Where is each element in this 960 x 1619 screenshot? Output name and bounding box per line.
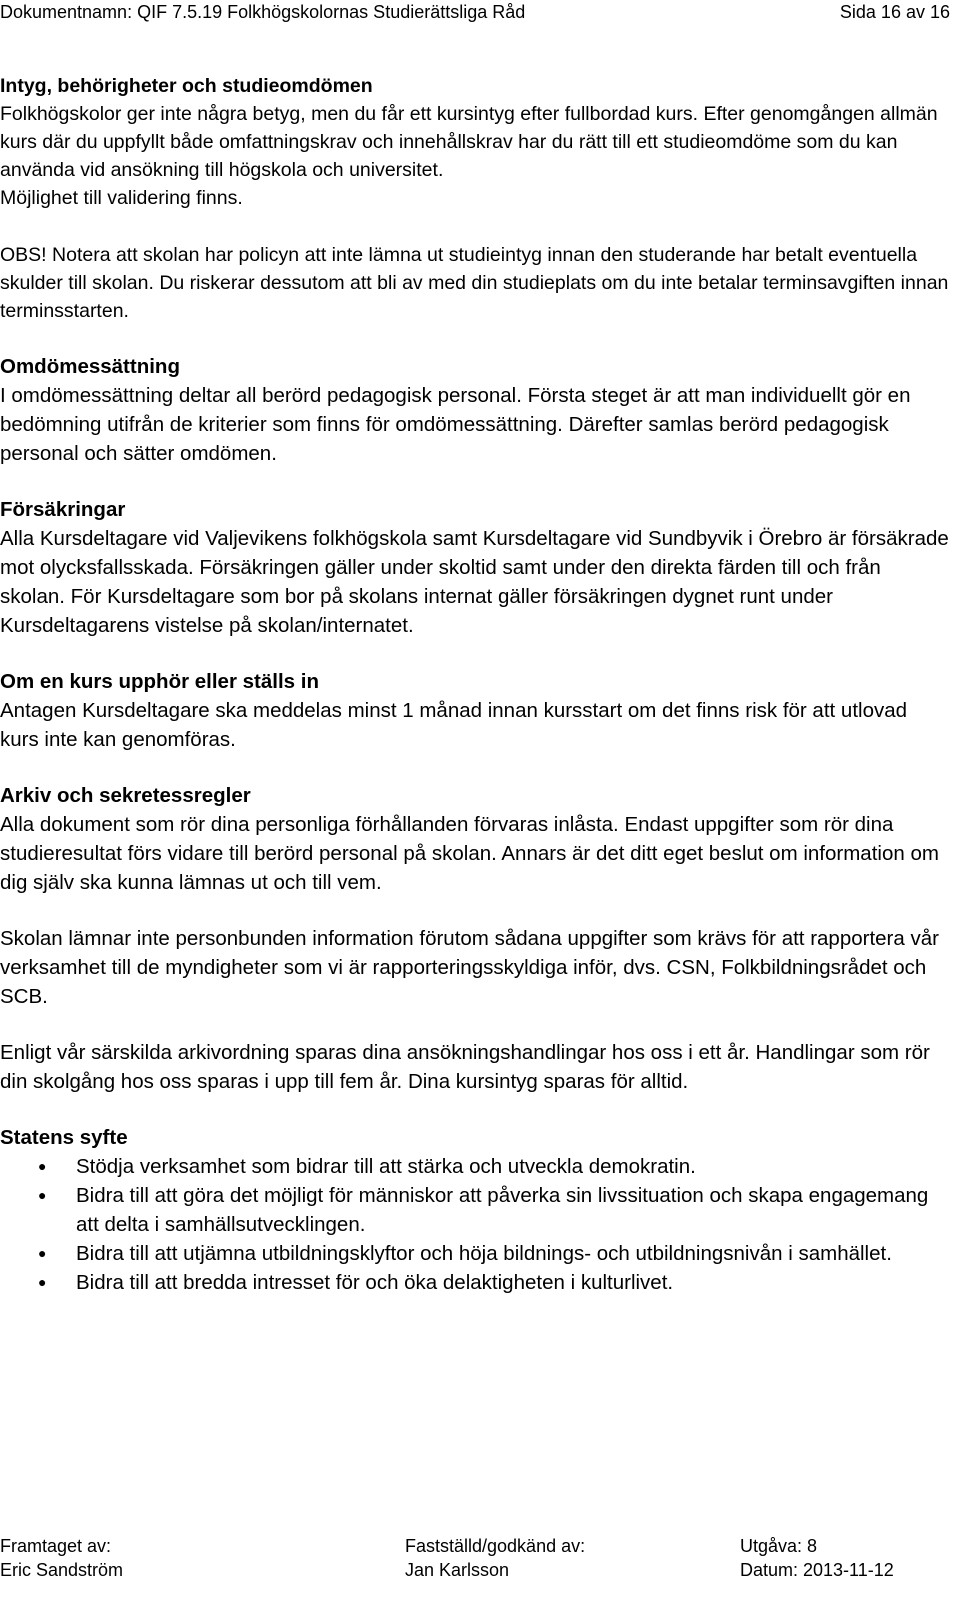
arkiv-paragraph-3: Enligt vår särskilda arkivordning sparas dina ansökningshandlingar hos oss i ett år. Handlingar som rör din skolgång hos oss sparas i upp till fem år. Dina kursintyg sparas för alltid. (0, 1041, 930, 1093)
prepared-name: Eric Sandström (0, 1560, 124, 1580)
arkiv-paragraph-1: Alla dokument som rör dina personliga förhållanden förvaras inlåsta. Endast uppgifter som rör dina studieresultat förs vidare till berörd personal på skolan. Annars är det ditt eget beslut om information om dig själv ska kunna lämnas ut och till vem. (0, 813, 939, 894)
upphor-paragraph: Antagen Kursdeltagare ska meddelas minst 1 månad innan kursstart om det finns risk för att utlovad kurs inte kan genomföras. (0, 699, 908, 751)
section-heading-forsakringar: Försäkringar (0, 498, 126, 521)
section-omdome (0, 352, 950, 468)
section-intyg (0, 72, 950, 212)
section-heading-arkiv: Arkiv och sekretessregler (0, 784, 251, 807)
approved-name: Jan Karlsson (405, 1560, 510, 1580)
arkiv-paragraph-2: Skolan lämnar inte personbunden information förutom sådana uppgifter som krävs för att rapportera vår verksamhet till de myndigheter som vi är rapporteringsskyldiga inför, dvs. CSN, Folkbildningsrådet och SCB. (0, 927, 939, 1008)
prepared-label: Framtaget av: (0, 1536, 112, 1556)
list-item (0, 1181, 950, 1239)
section-obs (0, 241, 950, 325)
bullet-icon: ● (38, 1245, 47, 1261)
footer-approved (405, 1534, 585, 1582)
list-item (0, 1152, 950, 1181)
section-heading-omdome: Omdömessättning (0, 355, 180, 378)
forsakringar-paragraph: Alla Kursdeltagare vid Valjevikens folkhögskola samt Kursdeltagare vid Sundbyvik i Örebro är försäkrade mot olycksfallsskada. Försäkringen gäller under skoltid samt under den direkta färden till och från skolan. För Kursdeltagare som bor på skolans internat gäller försäkringen dygnet runt under Kursdeltagarens vistelse på skolan/internatet. (0, 527, 949, 637)
date-label: Datum: 2013-11-12 (740, 1560, 894, 1580)
page-header (0, 0, 950, 24)
bullet-icon: ● (38, 1187, 47, 1203)
obs-paragraph: OBS! Notera att skolan har policyn att inte lämna ut studieintyg innan den studerande har betalt eventuella skulder till skolan. Du riskerar dessutom att bli av med din studieplats om du inte betalar terminsavgiften innan terminsstarten. (0, 244, 949, 322)
section-upphor (0, 667, 950, 754)
section-heading-upphor: Om en kurs upphör eller ställs in (0, 670, 319, 693)
bullet-icon: ● (38, 1158, 47, 1174)
section-statens-syfte (0, 1123, 950, 1297)
page-number: Sida 16 av 16 (839, 2, 950, 22)
edition-label: Utgåva: 8 (740, 1536, 818, 1556)
list-item-text: Bidra till att göra det möjligt för människor att påverka sin livssituation och skapa engagemang att delta i samhällsutvecklingen. (76, 1184, 929, 1236)
list-item-text: Stödja verksamhet som bidrar till att stärka och utveckla demokratin. (76, 1155, 696, 1178)
document-body (0, 72, 950, 1297)
section-heading-intyg: Intyg, behörigheter och studieomdömen (0, 75, 373, 97)
footer-prepared (0, 1534, 123, 1582)
validation-note: Möjlighet till validering finns. (0, 187, 243, 209)
section-forsakringar (0, 495, 950, 640)
list-item (0, 1239, 950, 1268)
bullet-list (0, 1152, 950, 1297)
list-item-text: Bidra till att utjämna utbildningsklyftor och höja bildnings- och utbildningsnivån i samhället. (76, 1242, 892, 1265)
bullet-icon: ● (38, 1274, 47, 1290)
section-heading-statens-syfte: Statens syfte (0, 1126, 128, 1149)
section-arkiv (0, 781, 950, 1096)
document-name: Dokumentnamn: QIF 7.5.19 Folkhögskolornas Studierättsliga Råd (0, 2, 526, 22)
list-item-text: Bidra till att bredda intresset för och öka delaktigheten i kulturlivet. (76, 1271, 674, 1294)
omdome-paragraph: I omdömessättning deltar all berörd pedagogisk personal. Första steget är att man individuellt gör en bedömning utifrån de kriterier som finns för omdömessättning. Därefter samlas berörd pedagogisk personal och sätter omdömen. (0, 384, 911, 465)
footer-edition (740, 1534, 894, 1582)
list-item (0, 1268, 950, 1297)
approved-label: Fastställd/godkänd av: (405, 1536, 586, 1556)
intyg-paragraph: Folkhögskolor ger inte några betyg, men du får ett kursintyg efter fullbordad kurs. Efter genomgången allmän kurs där du uppfyllt både omfattningskrav och innehållskrav har du rätt till ett studieomdöme som du kan använda vid ansökning till högskola och universitet. (0, 103, 938, 181)
